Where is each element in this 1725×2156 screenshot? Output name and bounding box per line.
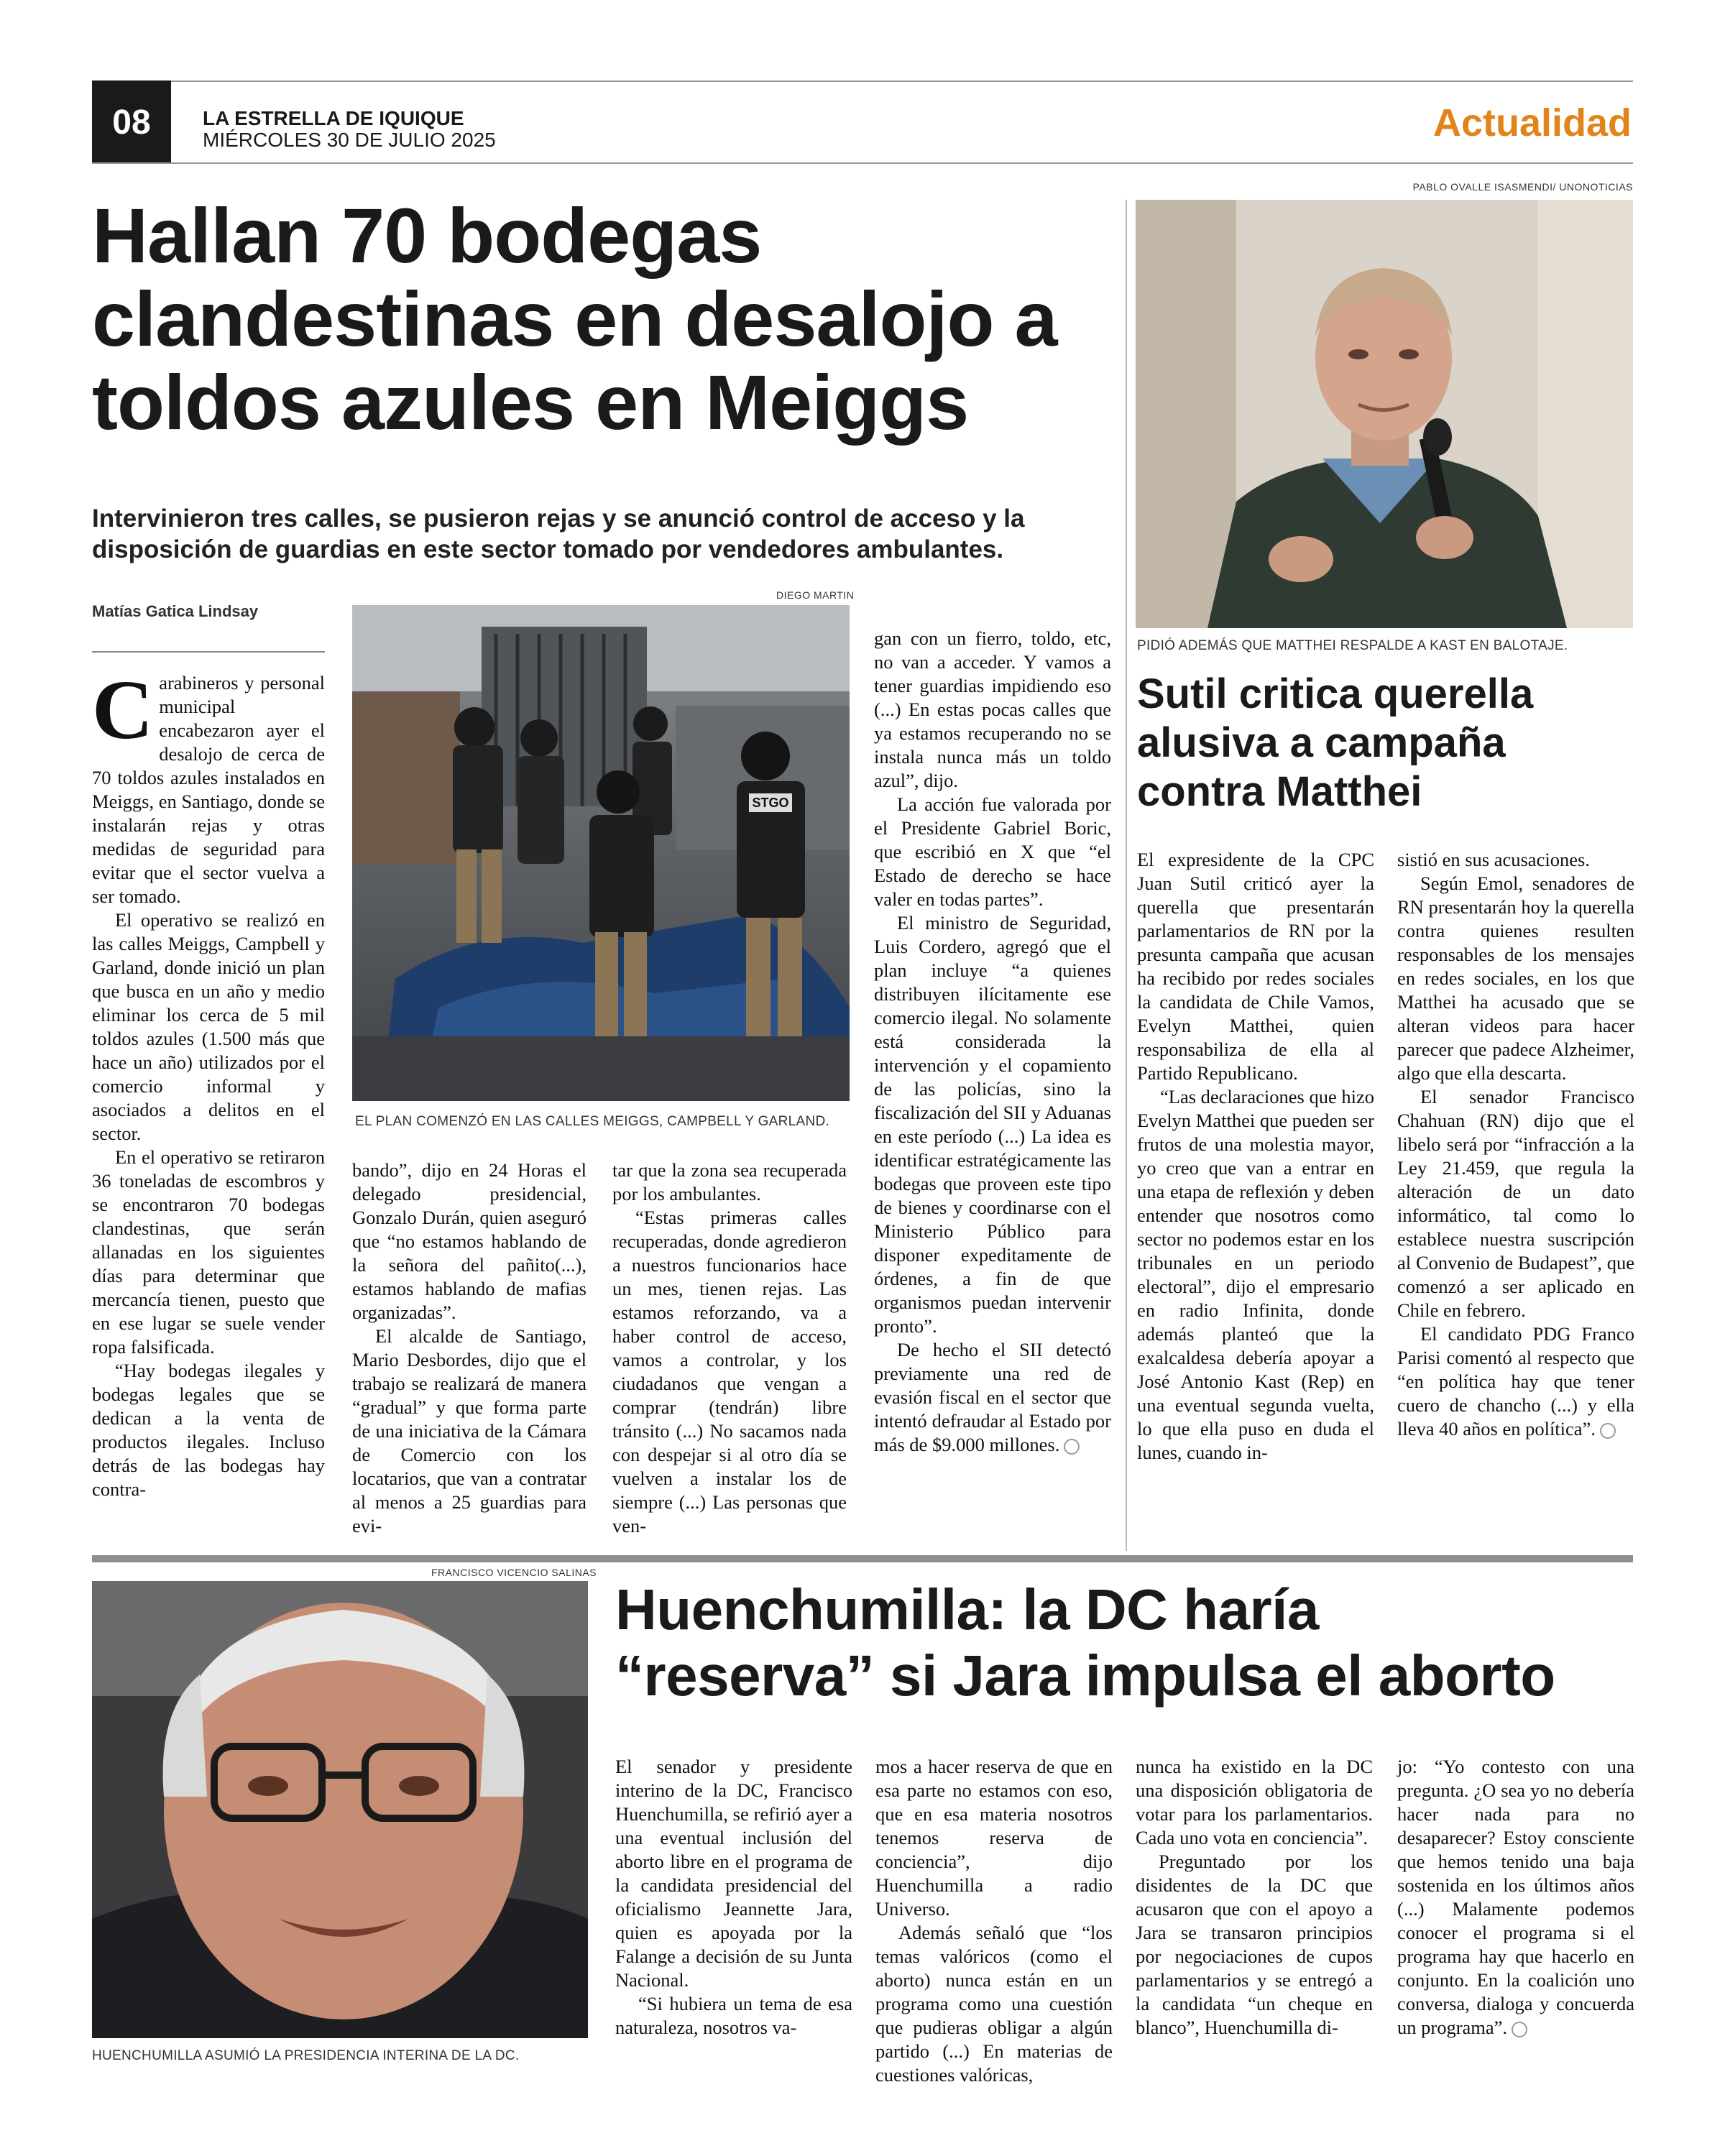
article1-col3-para2: “Estas primeras calles recuperadas, donde agredieron a nuestros funcionarios hace un mes, tienen rejas. Las estamos reforzando, va a haber control de acceso, vamos a controlar, y los ciudadanos que vengan a comprar (tendrán) libre tránsito (...) No sacamos nada con despejar si al otro día se vuelven a instalar los de siempre (...) Las personas que ven- (612, 1207, 847, 1537)
article3-column2 (875, 1755, 1113, 2087)
article1-photo-credit: DIEGO MARTIN (776, 589, 855, 601)
article3-col2-para1: mos a hacer reserva de que en esa parte no estamos con eso, que en esa materia nosotros tenemos reserva de conciencia”, dijo Huenchumilla a radio Universo. (875, 1756, 1113, 1920)
article1-col1-para1: Carabineros y personal municipal encabezaron ayer el desalojo de cerca de 70 toldos azules instalados en Meiggs, en Santiago, donde se instalarán rejas y otras medidas de seguridad para evitar que el sector vuelva a ser tomado. (92, 663, 325, 907)
author-rule (92, 651, 325, 653)
end-mark-icon (1064, 1439, 1080, 1455)
article3-photo-credit: FRANCISCO VICENCIO SALINAS (431, 1567, 597, 1578)
article3-col1-para2: “Si hubiera un tema de esa naturaleza, nosotros va- (615, 1993, 852, 2038)
article3-photo (92, 1581, 588, 2038)
issue-date: MIÉRCOLES 30 DE JULIO 2025 (203, 129, 496, 151)
article1-title-line1: Hallan 70 bodegas (92, 192, 762, 279)
article1-subtitle (92, 503, 1127, 565)
article3-title-line2: “reserva” si Jara impulsa el aborto (615, 1644, 1555, 1708)
article1-title-line2: clandestinas en desalojo a (92, 275, 1057, 362)
vest-label: STGO (752, 796, 789, 810)
article1-col2-para2: El alcalde de Santiago, Mario Desbordes, dijo que el trabajo se realizará de manera “gradual” y que forma parte de una iniciativa de la Cámara de Comercio con los locatarios, que van a contratar al menos a 25 guardias para evi- (352, 1325, 586, 1537)
article3-column4 (1397, 1755, 1634, 2040)
article3-col2-para2: Además señaló que “los temas valóricos (como el aborto) nunca están en un programa como una cuestión que pudieras obligar a algún partido (...) En materias de cuestiones valóricas, (875, 1922, 1113, 2086)
article1-column1 (92, 663, 325, 1501)
article3-column1 (615, 1755, 852, 2040)
article1-column4 (874, 627, 1111, 1457)
header-bottom-rule (92, 162, 1633, 164)
top-rule (92, 80, 1633, 82)
article1-col1-para3: En el operativo se retiraron 36 toneladas de escombros y se encontraron 70 bodegas clandestinas, que serán allanadas en los siguientes días para determinar que mercancía tienen, puesto que en ese lugar se suele vender ropa falsificada. (92, 1146, 325, 1358)
article3-col3-para1: nunca ha existido en la DC una disposición obligatoria de votar para los parlamentarios. Cada uno vota en conciencia”. (1136, 1756, 1373, 1848)
senator-portrait-image (92, 1581, 588, 2038)
article1-col4-para1: gan con un fierro, toldo, etc, no van a acceder. Y vamos a tener guardias impidiendo eso (...) En estas pocas calles que ya estamos recuperando no se instala nunca más un toldo azul”, dijo. (874, 627, 1111, 791)
article2-col2-para2: Según Emol, senadores de RN presentarán hoy la querella contra quienes resulten responsables de los mensajes en redes sociales, en los que Matthei ha acusado que se alteran videos para hacer parecer que padece Alzheimer, algo que ella descarta. (1397, 872, 1634, 1084)
article2-col2-para1: sistió en sus acusaciones. (1397, 849, 1590, 870)
section-label: Actualidad (1432, 101, 1632, 144)
article2-col2-para4: El candidato PDG Franco Parisi comentó al respecto que “en política hay que tener cuero de chancho (...) y ella lleva 40 años en política”. (1397, 1323, 1634, 1439)
article1-column3 (612, 1158, 847, 1538)
paper-name: LA ESTRELLA DE IQUIQUE (203, 107, 464, 129)
masthead (203, 108, 496, 151)
end-mark-icon (1600, 1423, 1616, 1439)
article2-col1-para1: El expresidente de la CPC Juan Sutil criticó ayer la querella que presentarán parlamentarios de RN por la presunta campaña que acusan ha recibido por redes sociales la candidata de Chile Vamos, Evelyn Matthei, quien responsabiliza de ella al Partido Republicano. (1137, 849, 1374, 1084)
article2-title-line2: alusiva a campaña (1137, 719, 1506, 766)
article1-col4-para4: De hecho el SII detectó previamente una red de evasión fiscal en el sector que intentó defraudar al Estado por más de $9.000 millones. (874, 1339, 1111, 1455)
article1-col1-para2: El operativo se realizó en las calles Meiggs, Campbell y Garland, donde inició un plan que busca en un año y medio eliminar los cerca de 5 mil toldos azules (1.500 más que hace un año) utilizados por el comercio informal y asociados a delitos en el sector. (92, 909, 325, 1144)
column-divider (1126, 200, 1127, 1551)
article1-subtitle-line2: disposición de guardias en este sector tomado por vendedores ambulantes. (92, 535, 1004, 563)
article2-photo-caption: PIDIÓ ADEMÁS QUE MATTHEI RESPALDE A KAST EN BALOTAJE. (1137, 638, 1568, 653)
end-mark-icon (1512, 2022, 1527, 2037)
article3-title-line1: Huenchumilla: la DC haría (615, 1577, 1319, 1641)
article2-title (1137, 670, 1633, 816)
man-with-microphone-image (1136, 200, 1633, 628)
article1-author: Matías Gatica Lindsay (92, 602, 259, 620)
article2-col1-para2: “Las declaraciones que hizo Evelyn Matthei que pueden ser frutos de una molestia mayor, yo creo que van a entrar en una etapa de reflexión y deben entender que nosotros como sector no podemos estar en los tribunales en un periodo electoral”, dijo el empresario en radio Infinita, donde además planteó que la exalcaldesa debería apoyar a José Antonio Kast (Rep) en una eventual segunda vuelta, lo que ella puso en duda el lunes, cuando in- (1137, 1086, 1374, 1463)
article1-dropcap: C (92, 663, 154, 757)
article2-column2 (1397, 848, 1634, 1441)
article1-subtitle-line1: Intervinieron tres calles, se pusieron rejas y se anunció control de acceso y la (92, 505, 1025, 533)
article-separator (92, 1555, 1633, 1562)
article1-photo (352, 605, 850, 1101)
article3-photo-caption: HUENCHUMILLA ASUMIÓ LA PRESIDENCIA INTERINA DE LA DC. (92, 2048, 520, 2063)
article2-photo-credit: PABLO OVALLE ISASMENDI/ UNONOTICIAS (1412, 181, 1633, 193)
police-eviction-image (352, 605, 850, 1101)
article3-col3-para2: Preguntado por los disidentes de la DC que acusaron que con el apoyo a Jara se transaron principios por negociaciones de cupos parlamentarios y se entregó a la candidata “un cheque en blanco”, Huenchumilla di- (1136, 1851, 1373, 2038)
article1-col3-para1: tar que la zona sea recuperada por los ambulantes. (612, 1159, 847, 1204)
article2-photo (1136, 200, 1633, 628)
article1-col2-para1: bando”, dijo en 24 Horas el delegado presidencial, Gonzalo Durán, quien aseguró que “no estamos hablando de la señora del pañito(...), estamos hablando de mafias organizadas”. (352, 1159, 586, 1323)
article2-column1 (1137, 848, 1374, 1465)
article1-col4-para3: El ministro de Seguridad, Luis Cordero, agregó que el plan incluye “a quienes distribuyen ilícitamente ese comercio ilegal. No solamente está considerada la intervención y el copamiento de las policías, sino la fiscalización del SII y Aduanas en este período (...) La idea es identificar estratégicamente las bodegas que proveen este tipo de bienes y coordinarse con el Ministerio Público para disponer expeditamente de órdenes, a fin de que organismos puedan intervenir pronto”. (874, 912, 1111, 1337)
article1-photo-caption: EL PLAN COMENZÓ EN LAS CALLES MEIGGS, CAMPBELL Y GARLAND. (355, 1114, 830, 1129)
article1-col1-para4: “Hay bodegas ilegales y bodegas legales que se dedican a la venta de productos ilegales. Incluso detrás de las bodegas hay contra- (92, 1360, 325, 1500)
article3-col1-para1: El senador y presidente interino de la DC, Francisco Huenchumilla, se refirió ayer a una eventual inclusión del aborto libre en el programa de la candidata presidencial del oficialismo Jeannette Jara, quien es apoyada por la Falange a decisión de su Junta Nacional. (615, 1756, 852, 1991)
article1-title (92, 194, 1127, 444)
page-number: 08 (92, 80, 171, 164)
article1-column2 (352, 1158, 586, 1538)
article1-title-line3: toldos azules en Meiggs (92, 359, 969, 446)
article1-col4-para2: La acción fue valorada por el Presidente Gabriel Boric, que escribió en X que “el Estado de derecho se hace valer en todas partes”. (874, 793, 1111, 910)
article3-column3 (1136, 1755, 1373, 2040)
article2-col2-para3: El senador Francisco Chahuan (RN) dijo que el libelo será por “infracción a la Ley 21.459, que regula la alteración de un dato informático, tal como lo establece nuestra suscripción al Convenio de Budapest”, que comenzó a ser aplicado en Chile en febrero. (1397, 1086, 1634, 1321)
article2-title-line1: Sutil critica querella (1137, 671, 1534, 717)
article3-title (615, 1577, 1636, 1709)
article2-title-line3: contra Matthei (1137, 768, 1422, 815)
article3-col4-para1: jo: “Yo contesto con una pregunta. ¿O sea yo no debería hacer nada para no desaparecer? Estoy consciente que hemos tenido una baja sostenida en los últimos años (...) Malamente podemos conocer el programa si el programa hay que hacerlo en conjunto. En la coalición uno conversa, dialoga y concuerda un programa”. (1397, 1756, 1634, 2038)
